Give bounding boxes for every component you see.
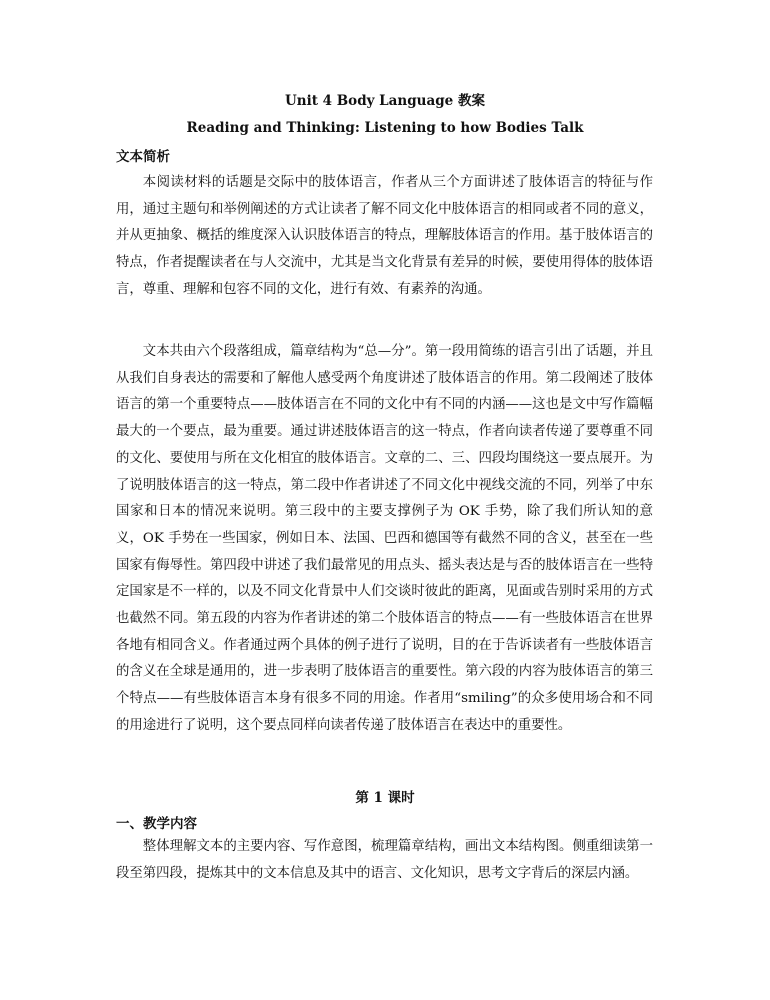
document-subtitle: Reading and Thinking: Listening to how Bodies Talk <box>186 120 584 136</box>
section-heading-teaching-content: 一、教学内容 <box>116 816 197 832</box>
paragraph-teaching-content: 整体理解文本的主要内容、写作意图，梳理篇章结构，画出文本结构图。侧重细读第一段至第四段，提炼其中的文本信息及其中的语言、文化知识，思考文字背后的深层内涵。 <box>116 839 653 881</box>
paragraph-text-analysis-1: 本阅读材料的话题是交际中的肢体语言，作者从三个方面讲述了肢体语言的特征与作用，通过主题句和举例阐述的方式让读者了解不同文化中肢体语言的相同或者不同的意义，并从更抽象、概括的维度深入认识肢体语言的特点，理解肢体语言的作用。基于肢体语言的特点，作者提醒读者在与人交流中，尤其是当文化背景有差异的时候，要使用得体的肢体语言，尊重、理解和包容不同的文化，进行有效、有素养的沟通。 <box>116 175 653 297</box>
paragraph-text-analysis-2: 文本共由六个段落组成，篇章结构为“总—分”。第一段用简练的语言引出了话题，并且从我们自身表达的需要和了解他人感受两个角度讲述了肢体语言的作用。第二段阐述了肢体语言的第一个重要特点——肢体语言在不同的文化中有不同的内涵——这也是文中写作篇幅最大的一个要点，最为重要。通过讲述肢体语言的这一特点，作者向读者传递了要尊重不同的文化、要使用与所在文化相宜的肢体语言。文章的二、三、四段均围绕这一要点展开。为了说明肢体语言的这一特点，第二段中作者讲述了不同文化中视线交流的不同，列举了中东国家和日本的情况来说明。第三段中的主要支撑例子为 OK 手势，除了我们所认知的意义，OK 手势在一些国家，例如日本、法国、巴西和德国等有截然不同的含义，甚至在一些国家有侮辱性。第四段中讲述了我们最常见的用点头、摇头表达是与否的肢体语言在一些特定国家是不一样的，以及不同文化背景中人们交谈时彼此的距离，见面或告别时采用的方式也截然不同。第五段的内容为作者讲述的第二个肢体语言的特点——有一些肢体语言在世界各地有相同含义。作者通过两个具体的例子进行了说明，目的在于告诉读者有一些肢体语言的含义在全球是通用的，进一步表明了肢体语言的重要性。第六段的内容为肢体语言的第三个特点——有些肢体语言本身有很多不同的用途。作者用“smiling”的众多使用场合和不同的用途进行了说明，这个要点同样向读者传递了肢体语言在表达中的重要性。 <box>116 344 653 733</box>
document-title: Unit 4 Body Language 教案 <box>285 93 485 109</box>
section-heading-text-analysis: 文本简析 <box>116 149 170 165</box>
lesson-heading: 第 1 课时 <box>355 790 415 806</box>
